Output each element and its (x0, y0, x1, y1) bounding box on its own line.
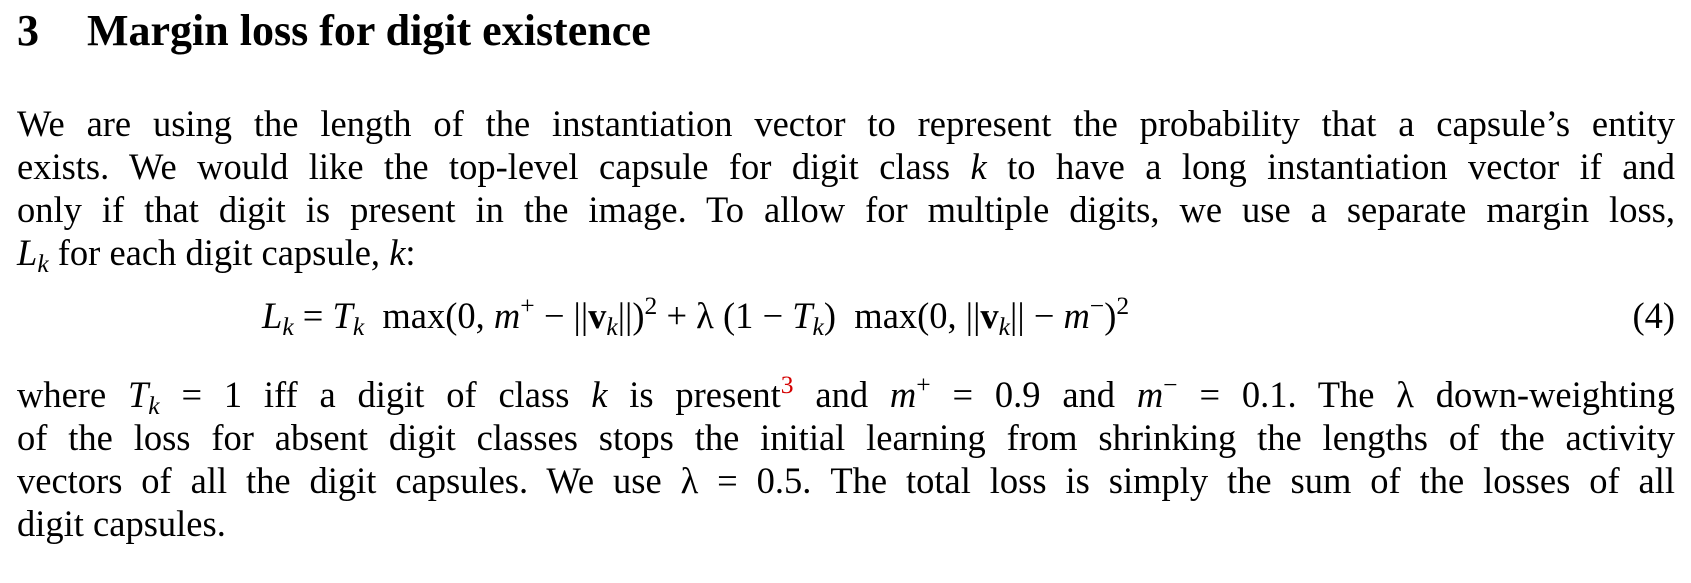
math-sub: k (37, 249, 49, 279)
paragraph-line (17, 231, 1675, 279)
math-norm: || (965, 295, 981, 336)
text-run: for each digit capsule, (57, 232, 381, 273)
math-T: T (792, 295, 813, 336)
math-v: v (980, 295, 999, 336)
math-L: L (262, 295, 283, 336)
paragraph-explanation (17, 369, 1676, 545)
paragraph-line: We are using the length of the instantiation vector to represent the probability that a capsule’s entity (17, 103, 1675, 144)
paragraph-line (17, 145, 1675, 188)
math-max: max(0, (854, 295, 957, 336)
paragraph-line (17, 369, 1676, 421)
equation-number: (4) (1632, 295, 1675, 336)
math-norm: ||) (617, 295, 645, 336)
math-lambda: λ (696, 295, 714, 336)
math-sub: k (282, 312, 294, 342)
math-m: m (493, 295, 521, 336)
paragraph-line: only if that digit is present in the image. To allow for multiple digits, we use a separate margin loss, (17, 189, 1675, 230)
math-m: m (1063, 295, 1090, 336)
text-run: where (17, 374, 107, 415)
math-T: T (332, 295, 353, 336)
math-sub: k (352, 312, 365, 342)
math-k: k (389, 232, 406, 273)
text-run: is present (629, 374, 781, 415)
math-T: T (127, 374, 149, 415)
text-run: to have a long instantiation vector if and (1007, 146, 1676, 187)
math-paren: (1 − (722, 295, 784, 336)
math-sub: k (148, 391, 160, 421)
section-title: Margin loss for digit existence (87, 6, 651, 55)
paragraph-line: of the loss for absent digit classes stops the initial learning from shrinking the lengths of the activity (17, 417, 1675, 458)
math-sup: − (1089, 290, 1105, 320)
text-run: = 1 iff a digit of class (181, 374, 570, 415)
footnote-marker[interactable]: 3 (780, 369, 794, 399)
math-sup: − (1163, 369, 1178, 399)
math-norm: || (573, 295, 589, 336)
math-sub: k (812, 312, 824, 342)
math-m: m (1136, 374, 1164, 415)
math-sup: + (520, 290, 535, 320)
math-op: − (1033, 295, 1055, 336)
section-heading (17, 4, 651, 58)
math-op: = (302, 295, 324, 336)
math-sub: k (606, 312, 618, 342)
section-number: 3 (17, 6, 39, 55)
paragraph-line: vectors of all the digit capsules. We use λ = 0.5. The total loss is simply the sum of the losses of all (17, 460, 1675, 501)
math-norm: || (1010, 295, 1025, 336)
text-run: : (405, 232, 416, 273)
math-op: − (543, 295, 565, 336)
math-paren: ) (823, 295, 837, 336)
math-max: max(0, (382, 295, 485, 336)
math-sup: 2 (1116, 290, 1130, 320)
paragraph-intro (17, 102, 1676, 279)
math-k: k (591, 374, 608, 415)
math-op: + (666, 295, 688, 336)
math-m: m (889, 374, 917, 415)
math-v: v (588, 295, 607, 336)
math-k: k (970, 146, 987, 187)
math-L: L (17, 232, 38, 273)
text-run: and (815, 374, 869, 415)
math-sub: k (998, 312, 1011, 342)
text-run: exists. We would like the top-level capsule for digit class (17, 146, 951, 187)
text-run: = 0.1. The λ down-weighting (1199, 374, 1676, 415)
math-sup: + (916, 369, 931, 399)
math-paren: ) (1104, 295, 1117, 336)
paragraph-line: digit capsules. (17, 503, 226, 544)
margin-loss-equation (262, 291, 1129, 341)
text-run: = 0.9 and (952, 374, 1116, 415)
math-sup: 2 (644, 290, 658, 320)
